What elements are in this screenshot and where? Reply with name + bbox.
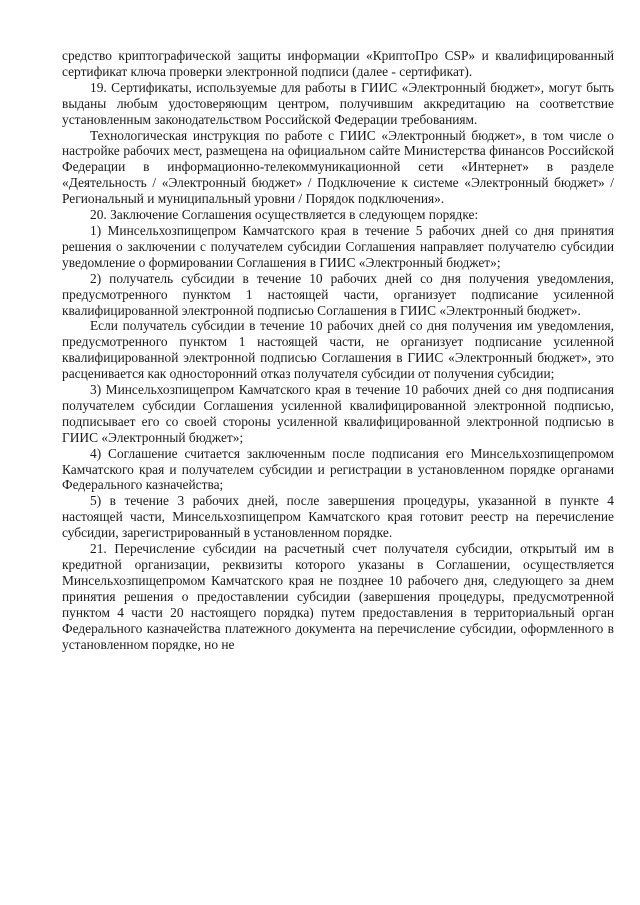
paragraph-5: 1) Минсельхозпищепром Камчатского края в течение 5 рабочих дней со дня принятия решения о заключении с получателем субсидии Соглашения направляет получателю субсидии уведомление о формировании Соглашения в ГИИС «Электронный бюджет»;	[62, 222, 614, 270]
paragraph-1: средство криптографической защиты информации «КриптоПро CSP» и квалифицированный сертификат ключа проверки электронной подписи (далее - сертификат).	[62, 48, 614, 79]
paragraph-7: Если получатель субсидии в течение 10 рабочих дней со дня получения им уведомления, предусмотренного пунктом 1 настоящей части, не организует подписание усиленной квалифицированной электронной подписью Соглашения в ГИИС «Электронный бюджет», это расценивается как односторонний отказ получателя субсидии от получения субсидии;	[62, 318, 614, 382]
paragraph-2: 19. Сертификаты, используемые для работы в ГИИС «Электронный бюджет», могут быть выданы любым удостоверяющим центром, получившим аккредитацию на соответствие установленным законодательством Российской Федерации требованиям.	[62, 79, 614, 127]
paragraph-8: 3) Минсельхозпищепром Камчатского края в течение 10 рабочих дней со дня подписания получателем субсидии Соглашения усиленной квалифицированной электронной подписью, подписывает его со своей стороны усиленной квалифицированной электронной подписью в ГИИС «Электронный бюджет»;	[62, 382, 614, 445]
paragraph-3: Технологическая инструкция по работе с ГИИС «Электронный бюджет», в том числе о настройке рабочих мест, размещена на официальном сайте Министерства финансов Российской Федерации в информационно-телекоммуникационной сети «Интернет» в разделе «Деятельность / «Электронный бюджет» / Подключение к системе «Электронный бюджет» / Региональный и муниципальный уровни / Порядок подключения».	[62, 127, 614, 207]
paragraph-11: 21. Перечисление субсидии на расчетный счет получателя субсидии, открытый им в кредитной организации, реквизиты которого указаны в Соглашении, осуществляется Минсельхозпищепромом Камчатского края не позднее 10 рабочего дня, следующего за днем принятия решения о предоставлении субсидии (завершения процедуры, предусмотренной пунктом 4 части 20 настоящего порядка) путем предоставления в территориальный орган Федерального казначейства платежного документа на перечисление субсидии, оформленного в установленном порядке, но не	[62, 541, 614, 652]
paragraph-6: 2) получатель субсидии в течение 10 рабочих дней со дня получения уведомления, предусмотренного пунктом 1 настоящей части, организует подписание усиленной квалифицированной электронной подписью Соглашения в ГИИС «Электронный бюджет».	[62, 270, 614, 318]
document-page	[62, 48, 614, 652]
paragraph-4: 20. Заключение Соглашения осуществляется в следующем порядке:	[90, 207, 479, 223]
paragraph-9: 4) Соглашение считается заключенным после подписания его Минсельхозпищепромом Камчатского края и получателем субсидии и регистрации в установленном порядке органами Федерального казначейства;	[62, 445, 614, 493]
paragraph-10: 5) в течение 3 рабочих дней, после завершения процедуры, указанной в пункте 4 настоящей части, Минсельхозпищепром Камчатского края готовит реестр на перечисление субсидии, зарегистрированный в установленном порядке.	[62, 493, 614, 541]
